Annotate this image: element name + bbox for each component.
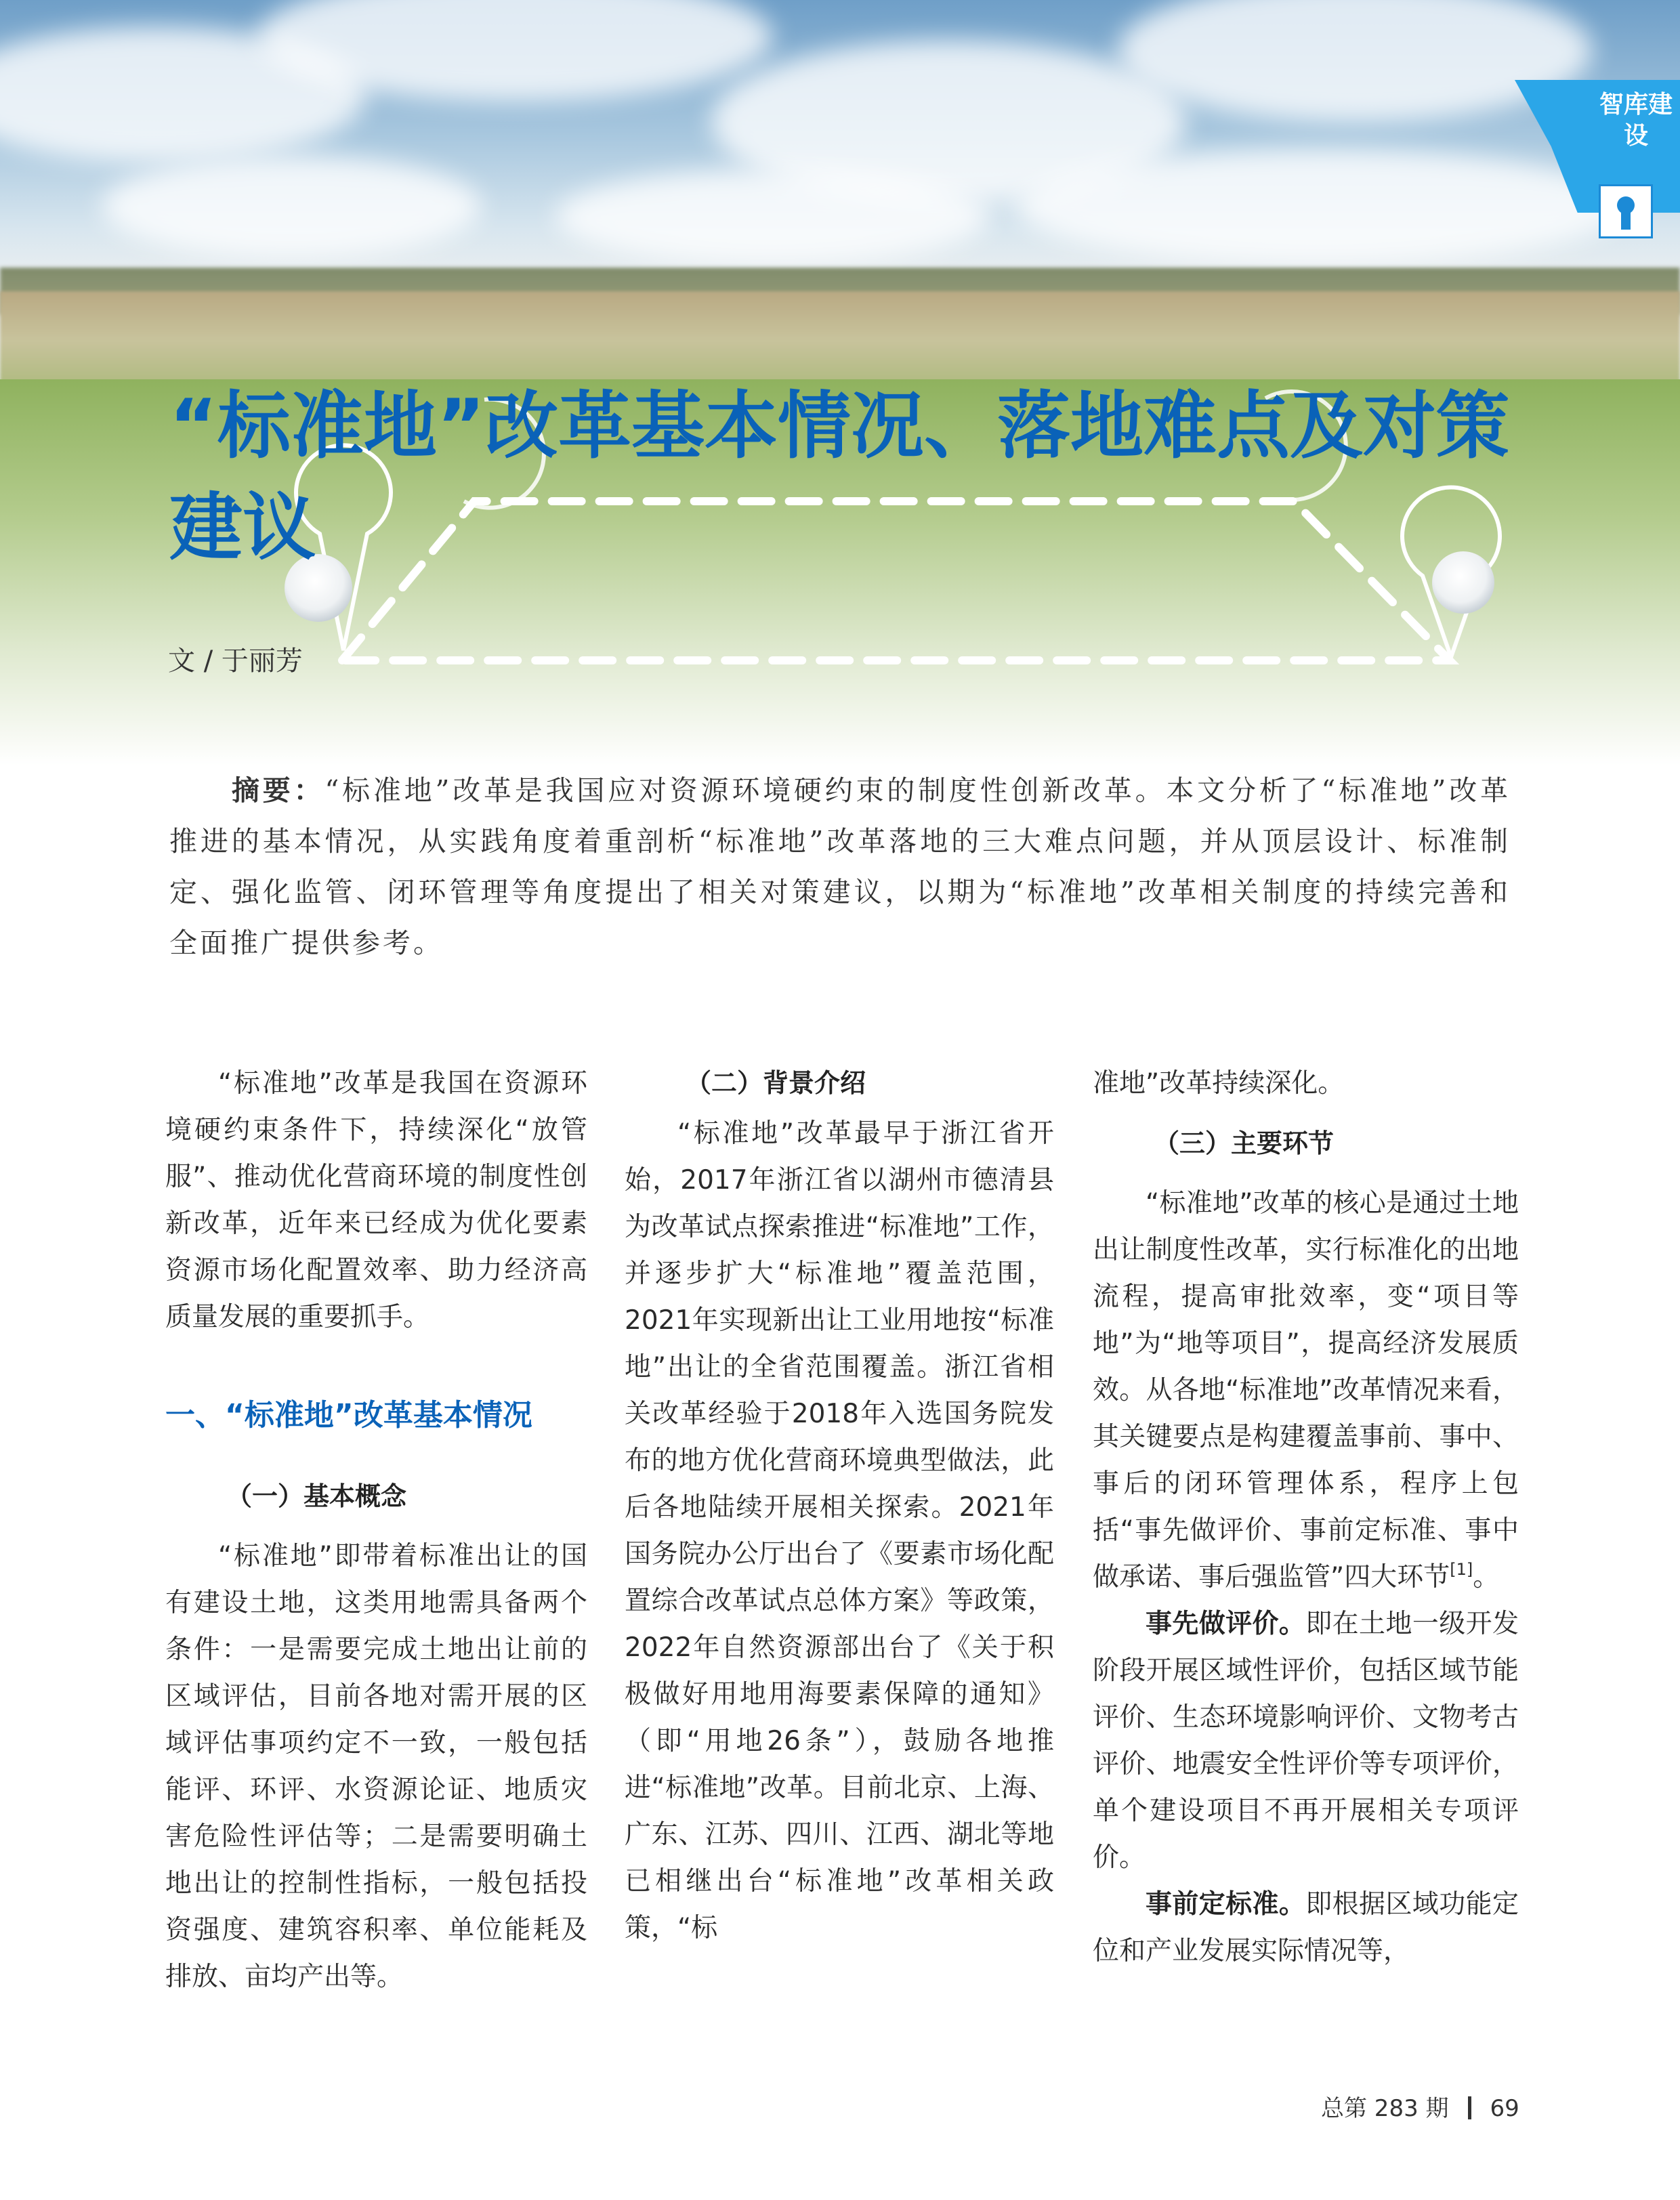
keyhole-icon — [1599, 184, 1653, 238]
article-title: “标准地”改革基本情况、落地难点及对策建议 — [169, 384, 1509, 570]
subsection-heading: （二）背景介绍 — [686, 1068, 866, 1098]
abstract — [169, 765, 1511, 969]
body-column-3 — [1093, 1060, 1519, 1974]
body-paragraph-continued: 准地”改革持续深化。 — [1093, 1068, 1345, 1099]
intro-paragraph: “标准地”改革是我国在资源环境硬约束条件下，持续深化“放管服”、推动优化营商环境的制度性创新改革，近年来已经成为优化要素资源市场化配置效率、助力经济高质量发展的重要抓手。 — [165, 1068, 587, 1332]
paragraph-lead: 事前定标准。 — [1146, 1889, 1306, 1920]
body-paragraph: “标准地”即带着标准出让的国有建设土地，这类用地需具备两个条件：一是需要完成土地出让前的区域评估，目前各地对需开展的区域评估事项约定不一致，一般包括能评、环评、水资源论证、地质灾害危险性评估等；二是需要明确土地出让的控制性指标，一般包括投资强度、建筑容积率、单位能耗及排放、亩均产出等。 — [165, 1541, 587, 1992]
body-paragraph: “标准地”改革的核心是通过土地出让制度性改革，实行标准化的出地流程，提高审批效率，变“项目等地”为“地等项目”，提高经济发展质效。从各地“标准地”改革情况来看，其关键要点是构建覆盖事前、事中、事后的闭环管理体系，程序上包括“事先做评价、事前定标准、事中做承诺、事后强监管”四大环节[1]。 — [1093, 1188, 1519, 1592]
body-paragraph: 事前定标准。即根据区域功能定位和产业发展实际情况等， — [1093, 1889, 1519, 1966]
body-column-2 — [625, 1060, 1054, 1951]
citation-ref: [1] — [1450, 1560, 1473, 1579]
abstract-label: 摘要： — [232, 774, 325, 807]
subsection-heading: （一）基本概念 — [226, 1481, 407, 1511]
body-column-1 — [165, 1060, 587, 2000]
issue-number: 总第 283 期 — [1321, 2095, 1449, 2122]
page-footer — [1321, 2090, 1519, 2123]
footer-divider — [1468, 2096, 1471, 2119]
subsection-heading: （三）主要环节 — [1154, 1128, 1335, 1158]
section-heading: 一、“标准地”改革基本情况 — [165, 1398, 532, 1433]
author-byline: 文 / 于丽芳 — [168, 646, 303, 677]
page-number: 69 — [1490, 2095, 1519, 2122]
section-tab-label: 智库建设 — [1599, 91, 1673, 150]
body-paragraph: 事先做评价。即在土地一级开发阶段开展区域性评价，包括区域节能评价、生态环境影响评价、文物考古评价、地震安全性评价等专项评价，单个建设项目不再开展相关专项评价。 — [1093, 1609, 1519, 1873]
paragraph-lead: 事先做评价。 — [1146, 1609, 1306, 1639]
body-paragraph: “标准地”改革最早于浙江省开始，2017年浙江省以湖州市德清县为改革试点探索推进“标准地”工作，并逐步扩大“标准地”覆盖范围，2021年实现新出让工业用地按“标准地”出让的全省范围覆盖。浙江省相关改革经验于2018年入选国务院发布的地方优化营商环境典型做法，此后各地陆续开展相关探索。2021年国务院办公厅出台了《要素市场化配置综合改革试点总体方案》等政策，2022年自然资源部出台了《关于积极做好用地用海要素保障的通知》（即“用地26条”），鼓励各地推进“标准地”改革。目前北京、上海、广东、江苏、四川、江西、湖北等地已相继出台“标准地”改革相关政策，“标 — [625, 1118, 1054, 1943]
abstract-text: “标准地”改革是我国应对资源环境硬约束的制度性创新改革。本文分析了“标准地”改革推进的基本情况，从实践角度着重剖析“标准地”改革落地的三大难点问题，并从顶层设计、标准制定、强化监管、闭环管理等角度提出了相关对策建议，以期为“标准地”改革相关制度的持续完善和全面推广提供参考。 — [169, 774, 1511, 959]
